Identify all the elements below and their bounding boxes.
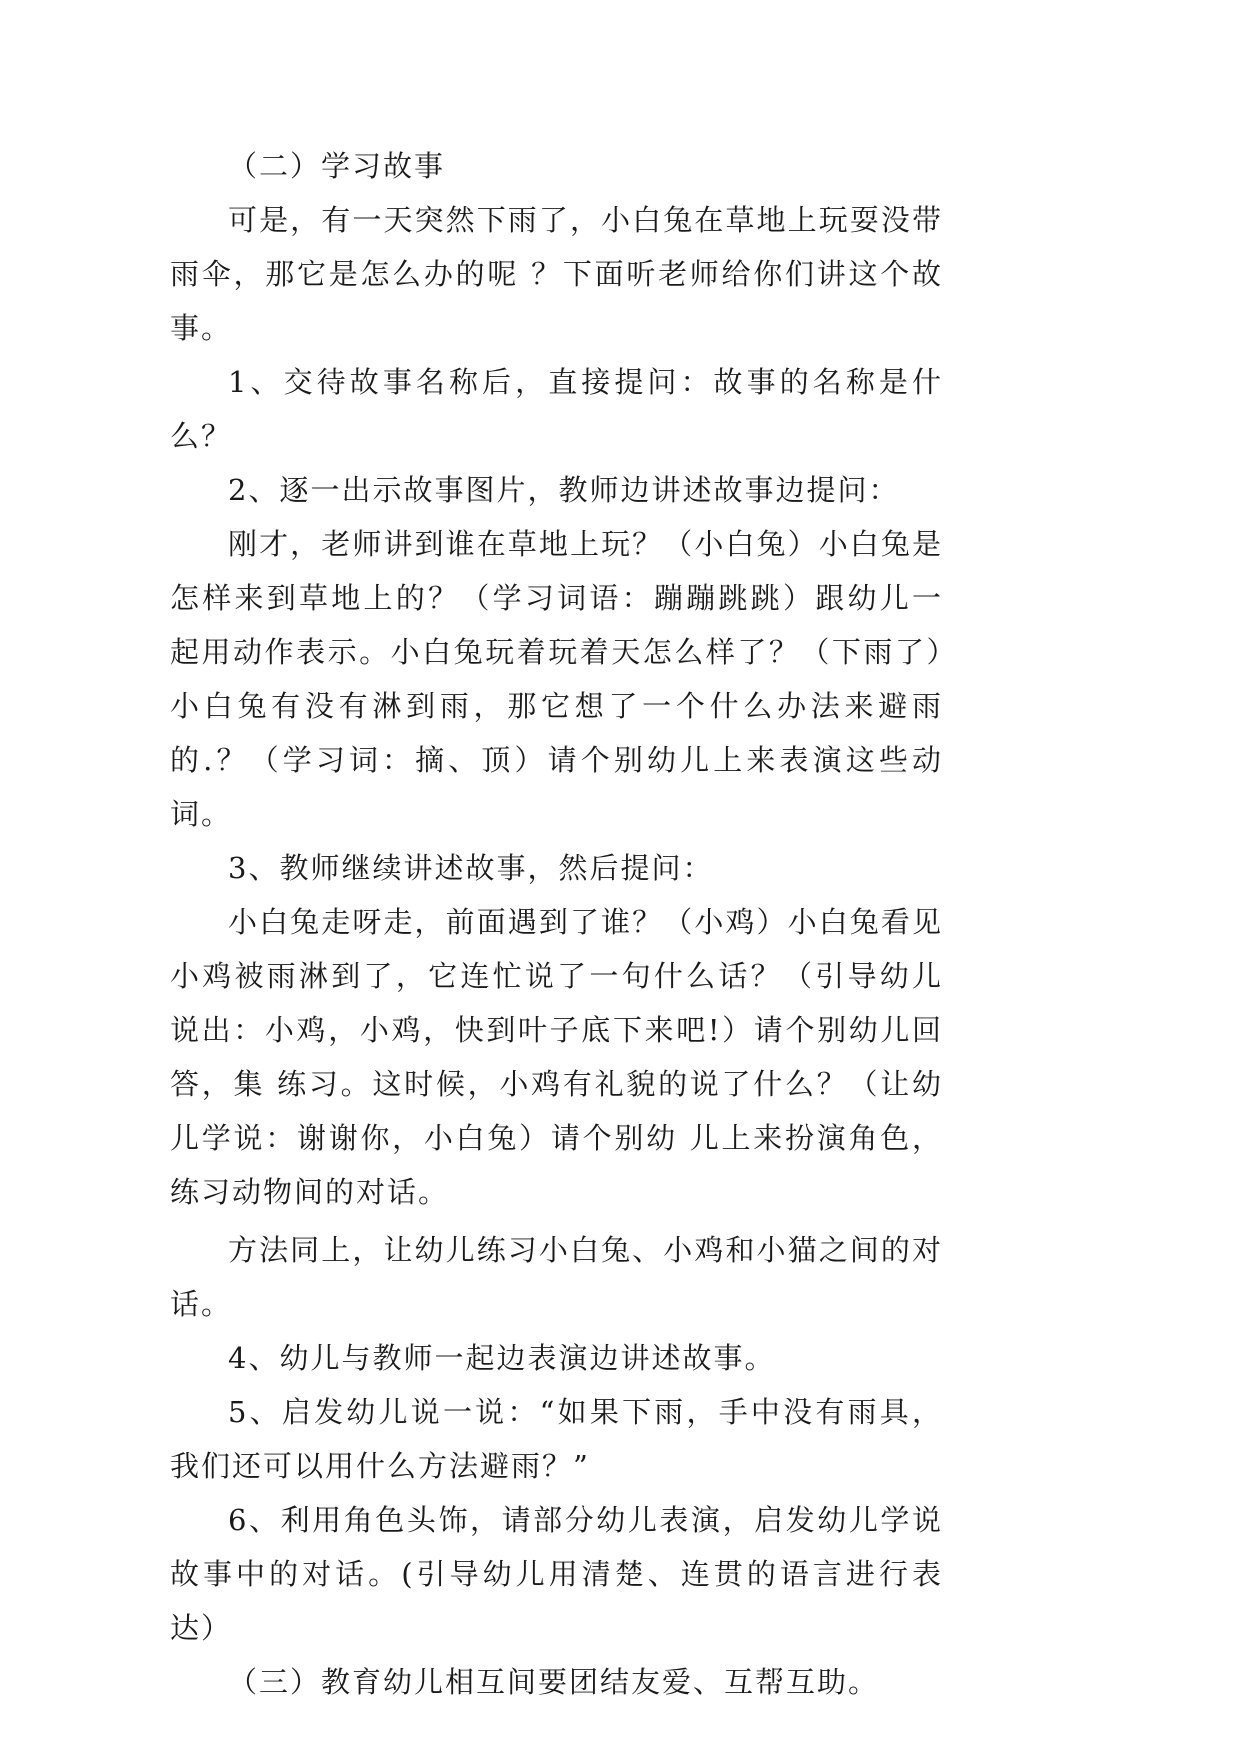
paragraph-step-6: 6、利用角色头饰，请部分幼儿表演，启发幼儿学说故事中的对话。(引导幼儿用清楚、连贯的语言进行表达） bbox=[170, 1503, 943, 1645]
section-heading-learn-story: （二）学习故事 bbox=[228, 149, 446, 183]
paragraph-intro: 可是，有一天突然下雨了，小白兔在草地上玩耍没带雨伞，那它是怎么办的呢 ？下面听老师给你们讲这个故事。 bbox=[170, 203, 943, 345]
paragraph-step-2: 2、逐一出示故事图片，教师边讲述故事边提问： bbox=[228, 473, 900, 507]
paragraph-questions-1: 刚才，老师讲到谁在草地上玩？（小白兔）小白兔是怎样来到草地上的？（学习词语：蹦蹦跳跳）跟幼儿一起用动作表示。小白兔玩着玩着天怎么样了？（下雨了）小白兔有没有淋到雨，那它想了一个什么办法来避雨的.？（学习词：摘、顶）请个别幼儿上来表演这些动词。 bbox=[170, 527, 943, 831]
paragraph-method: 方法同上，让幼儿练习小白兔、小鸡和小猫之间的对话。 bbox=[170, 1233, 943, 1321]
body-text bbox=[170, 139, 943, 1709]
section-heading-education: （三）教育幼儿相互间要团结友爱、互帮互助。 bbox=[228, 1665, 880, 1699]
paragraph-step-1: 1、交待故事名称后，直接提问：故事的名称是什么？ bbox=[170, 365, 943, 453]
paragraph-step-4: 4、幼儿与教师一起边表演边讲述故事。 bbox=[228, 1341, 776, 1375]
paragraph-step-3: 3、教师继续讲述故事，然后提问： bbox=[228, 851, 714, 885]
paragraph-step-5: 5、启发幼儿说一说：“如果下雨，手中没有雨具，我们还可以用什么方法避雨？” bbox=[170, 1395, 943, 1483]
paragraph-questions-2: 小白兔走呀走，前面遇到了谁？（小鸡）小白兔看见小鸡被雨淋到了，它连忙说了一句什么话？（引导幼儿说出：小鸡，小鸡，快到叶子底下来吧!）请个别幼儿回答，集 练习。这时候，小鸡有礼貌的说了什么？（让幼儿学说：谢谢你，小白兔）请个别幼 儿上来扮演角色，练习动物间的对话。 bbox=[170, 905, 943, 1209]
